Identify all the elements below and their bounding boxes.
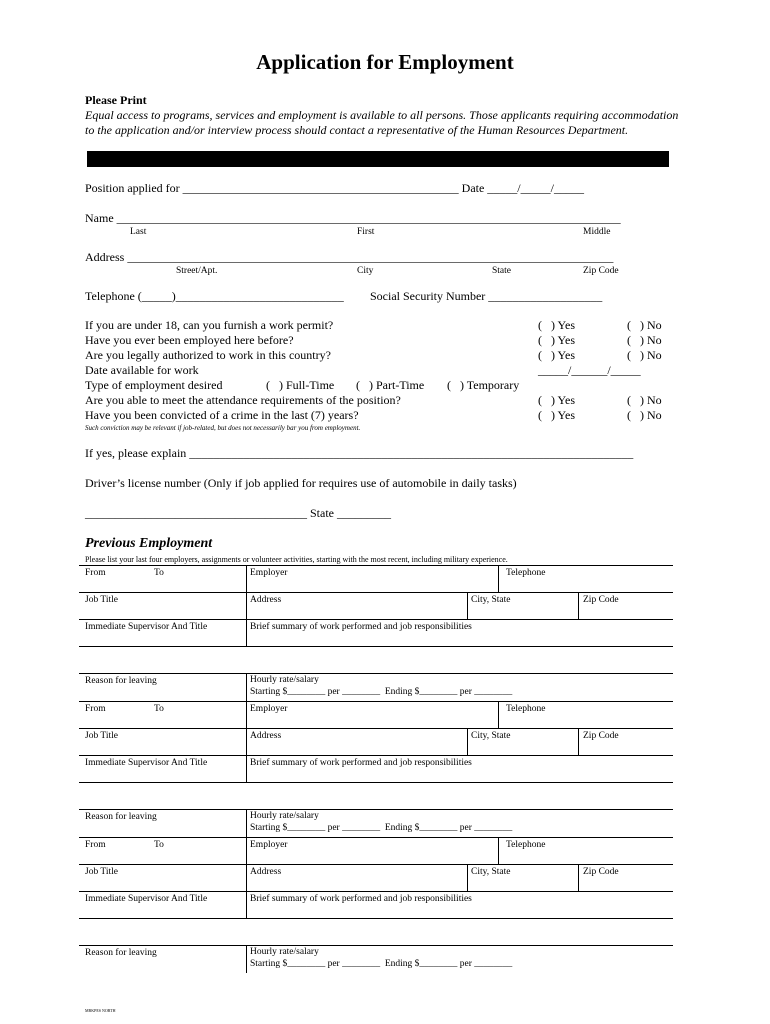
employer-3-city-state-label[interactable]: City, State	[471, 867, 511, 877]
employer-1-hourly-label: Hourly rate/salary	[250, 675, 319, 685]
employer-1-rule-4	[79, 646, 673, 647]
address-zip-label: Zip Code	[583, 266, 619, 276]
employer-1-reason-label[interactable]: Reason for leaving	[85, 676, 157, 686]
question-employment-type: Type of employment desired	[85, 378, 223, 392]
employer-2-divider-telephone	[498, 701, 499, 728]
employer-2-divider-hourly	[246, 809, 247, 837]
employer-1-divider-address	[246, 592, 247, 619]
conviction-no[interactable]: ( ) No	[627, 408, 662, 422]
employer-2-rule-1	[79, 701, 673, 702]
employer-2-from-label[interactable]: From	[85, 704, 106, 714]
employer-1-address-label[interactable]: Address	[250, 595, 282, 605]
license-state-field[interactable]: _____________________________________ State _________	[85, 506, 391, 520]
employer-3-reason-label[interactable]: Reason for leaving	[85, 948, 157, 958]
employer-2-summary-label[interactable]: Brief summary of work performed and job responsibilities	[250, 758, 472, 768]
question-attendance: Are you able to meet the attendance requirements of the position?	[85, 393, 401, 407]
ssn-field[interactable]: Social Security Number ___________________	[370, 289, 603, 303]
employer-2-to-label[interactable]: To	[154, 704, 164, 714]
question-authorized: Are you legally authorized to work in this country?	[85, 348, 331, 362]
employer-2-rule-5	[79, 809, 673, 810]
authorized-no[interactable]: ( ) No	[627, 348, 662, 362]
work-permit-no[interactable]: ( ) No	[627, 318, 662, 332]
employer-1-from-label[interactable]: From	[85, 568, 106, 578]
license-label: Driver’s license number (Only if job applied for requires use of automobile in daily tasks)	[85, 476, 517, 490]
employer-2-reason-label[interactable]: Reason for leaving	[85, 812, 157, 822]
full-time-option[interactable]: ( ) Full-Time	[266, 378, 335, 392]
employer-1-divider-hourly	[246, 673, 247, 701]
address-state-label: State	[492, 266, 511, 276]
employer-3-address-label[interactable]: Address	[250, 867, 282, 877]
employer-3-rule-5	[79, 945, 673, 946]
employer-3-summary-label[interactable]: Brief summary of work performed and job responsibilities	[250, 894, 472, 904]
employer-1-zip-label[interactable]: Zip Code	[583, 595, 619, 605]
employer-3-telephone-label[interactable]: Telephone	[506, 840, 546, 850]
intro-line-1: Equal access to programs, services and employment is available to all persons. Those applicants requiring accommodation	[85, 108, 679, 122]
employer-1-divider-city	[467, 592, 468, 619]
employer-2-city-state-label[interactable]: City, State	[471, 731, 511, 741]
employer-3-rule-1	[79, 837, 673, 838]
conviction-yes[interactable]: ( ) Yes	[538, 408, 576, 422]
question-conviction: Have you been convicted of a crime in the last (7) years?	[85, 408, 359, 422]
explain-field[interactable]: If yes, please explain __________________________________________________________________________	[85, 446, 634, 460]
employed-before-yes[interactable]: ( ) Yes	[538, 333, 576, 347]
name-last-label: Last	[130, 227, 147, 237]
previous-employment-heading: Previous Employment	[85, 536, 213, 551]
employer-1-city-state-label[interactable]: City, State	[471, 595, 511, 605]
address-street-label: Street/Apt.	[176, 266, 218, 276]
name-middle-label: Middle	[583, 227, 611, 237]
attendance-yes[interactable]: ( ) Yes	[538, 393, 576, 407]
position-date-field[interactable]: Position applied for ______________________________________________ Date _____/_____/_____	[85, 181, 584, 195]
employer-2-job-title-label[interactable]: Job Title	[85, 731, 119, 741]
page-title: Application for Employment	[256, 50, 514, 74]
employer-1-rule-5	[79, 673, 673, 674]
employer-3-starting-ending-field[interactable]: Starting $________ per ________ Ending $________ per ________	[250, 959, 513, 969]
address-city-label: City	[357, 266, 374, 276]
employer-1-summary-label[interactable]: Brief summary of work performed and job responsibilities	[250, 622, 472, 632]
employer-3-employer-label[interactable]: Employer	[250, 840, 288, 850]
employer-2-rule-2	[79, 728, 673, 729]
question-date-available: Date available for work	[85, 363, 199, 377]
employer-3-rule-3	[79, 891, 673, 892]
employer-2-starting-ending-field[interactable]: Starting $________ per ________ Ending $________ per ________	[250, 823, 513, 833]
part-time-option[interactable]: ( ) Part-Time	[356, 378, 425, 392]
employer-2-rule-4	[79, 782, 673, 783]
employer-3-divider-summary	[246, 891, 247, 918]
employer-1-rule-3	[79, 619, 673, 620]
employer-2-divider-zip	[578, 728, 579, 755]
employer-2-employer-label[interactable]: Employer	[250, 704, 288, 714]
telephone-field[interactable]: Telephone (_____)____________________________	[85, 289, 344, 303]
employer-2-telephone-label[interactable]: Telephone	[506, 704, 546, 714]
employer-3-divider-telephone	[498, 837, 499, 864]
temporary-option[interactable]: ( ) Temporary	[447, 378, 520, 392]
employer-1-starting-ending-field[interactable]: Starting $________ per ________ Ending $________ per ________	[250, 687, 513, 697]
section-divider-bar	[87, 151, 669, 167]
employer-1-rule-1	[79, 565, 673, 566]
intro-line-2: to the application and/or interview process should contact a representative of the Human Resources Department.	[85, 123, 629, 137]
name-field[interactable]: Name ____________________________________________________________________________________	[85, 211, 621, 225]
employer-3-rule-2	[79, 864, 673, 865]
employer-3-job-title-label[interactable]: Job Title	[85, 867, 119, 877]
question-employed-before: Have you ever been employed here before?	[85, 333, 294, 347]
employer-3-divider-hourly	[246, 945, 247, 973]
employer-2-rule-3	[79, 755, 673, 756]
employer-1-employer-label[interactable]: Employer	[250, 568, 288, 578]
employer-3-divider-address	[246, 864, 247, 891]
employer-1-telephone-label[interactable]: Telephone	[506, 568, 546, 578]
employer-3-from-label[interactable]: From	[85, 840, 106, 850]
conviction-note: Such conviction may be relevant if job-related, but does not necessarily bar you from employment.	[85, 424, 361, 432]
employer-3-hourly-label: Hourly rate/salary	[250, 947, 319, 957]
employer-1-to-label[interactable]: To	[154, 568, 164, 578]
employer-2-divider-employer	[246, 701, 247, 728]
employer-1-divider-employer	[246, 565, 247, 592]
employer-1-supervisor-label[interactable]: Immediate Supervisor And Title	[85, 622, 208, 632]
employer-3-divider-zip	[578, 864, 579, 891]
employer-1-job-title-label[interactable]: Job Title	[85, 595, 119, 605]
authorized-yes[interactable]: ( ) Yes	[538, 348, 576, 362]
employer-2-divider-summary	[246, 755, 247, 782]
employer-2-divider-city	[467, 728, 468, 755]
question-work-permit: If you are under 18, can you furnish a work permit?	[85, 318, 334, 332]
please-print-label: Please Print	[85, 93, 147, 107]
employed-before-no[interactable]: ( ) No	[627, 333, 662, 347]
employer-1-rule-2	[79, 592, 673, 593]
attendance-no[interactable]: ( ) No	[627, 393, 662, 407]
employer-2-address-label[interactable]: Address	[250, 731, 282, 741]
employer-3-divider-employer	[246, 837, 247, 864]
employer-2-divider-address	[246, 728, 247, 755]
name-first-label: First	[357, 227, 375, 237]
employer-3-zip-label[interactable]: Zip Code	[583, 867, 619, 877]
employer-2-supervisor-label[interactable]: Immediate Supervisor And Title	[85, 758, 208, 768]
employer-1-divider-telephone	[498, 565, 499, 592]
previous-employment-instructions: Please list your last four employers, assignments or volunteer activities, starting with the most recent, including military experience.	[85, 555, 508, 564]
address-field[interactable]: Address _________________________________________________________________________________	[85, 250, 614, 264]
employer-1-divider-summary	[246, 619, 247, 646]
employer-3-rule-4	[79, 918, 673, 919]
footer-code: MBKPES NORTH	[85, 1008, 116, 1013]
employer-3-to-label[interactable]: To	[154, 840, 164, 850]
work-permit-yes[interactable]: ( ) Yes	[538, 318, 576, 332]
employer-2-hourly-label: Hourly rate/salary	[250, 811, 319, 821]
employer-3-supervisor-label[interactable]: Immediate Supervisor And Title	[85, 894, 208, 904]
employer-2-zip-label[interactable]: Zip Code	[583, 731, 619, 741]
employer-3-divider-city	[467, 864, 468, 891]
date-available-field[interactable]: _____/______/_____	[538, 363, 641, 377]
employer-1-divider-zip	[578, 592, 579, 619]
